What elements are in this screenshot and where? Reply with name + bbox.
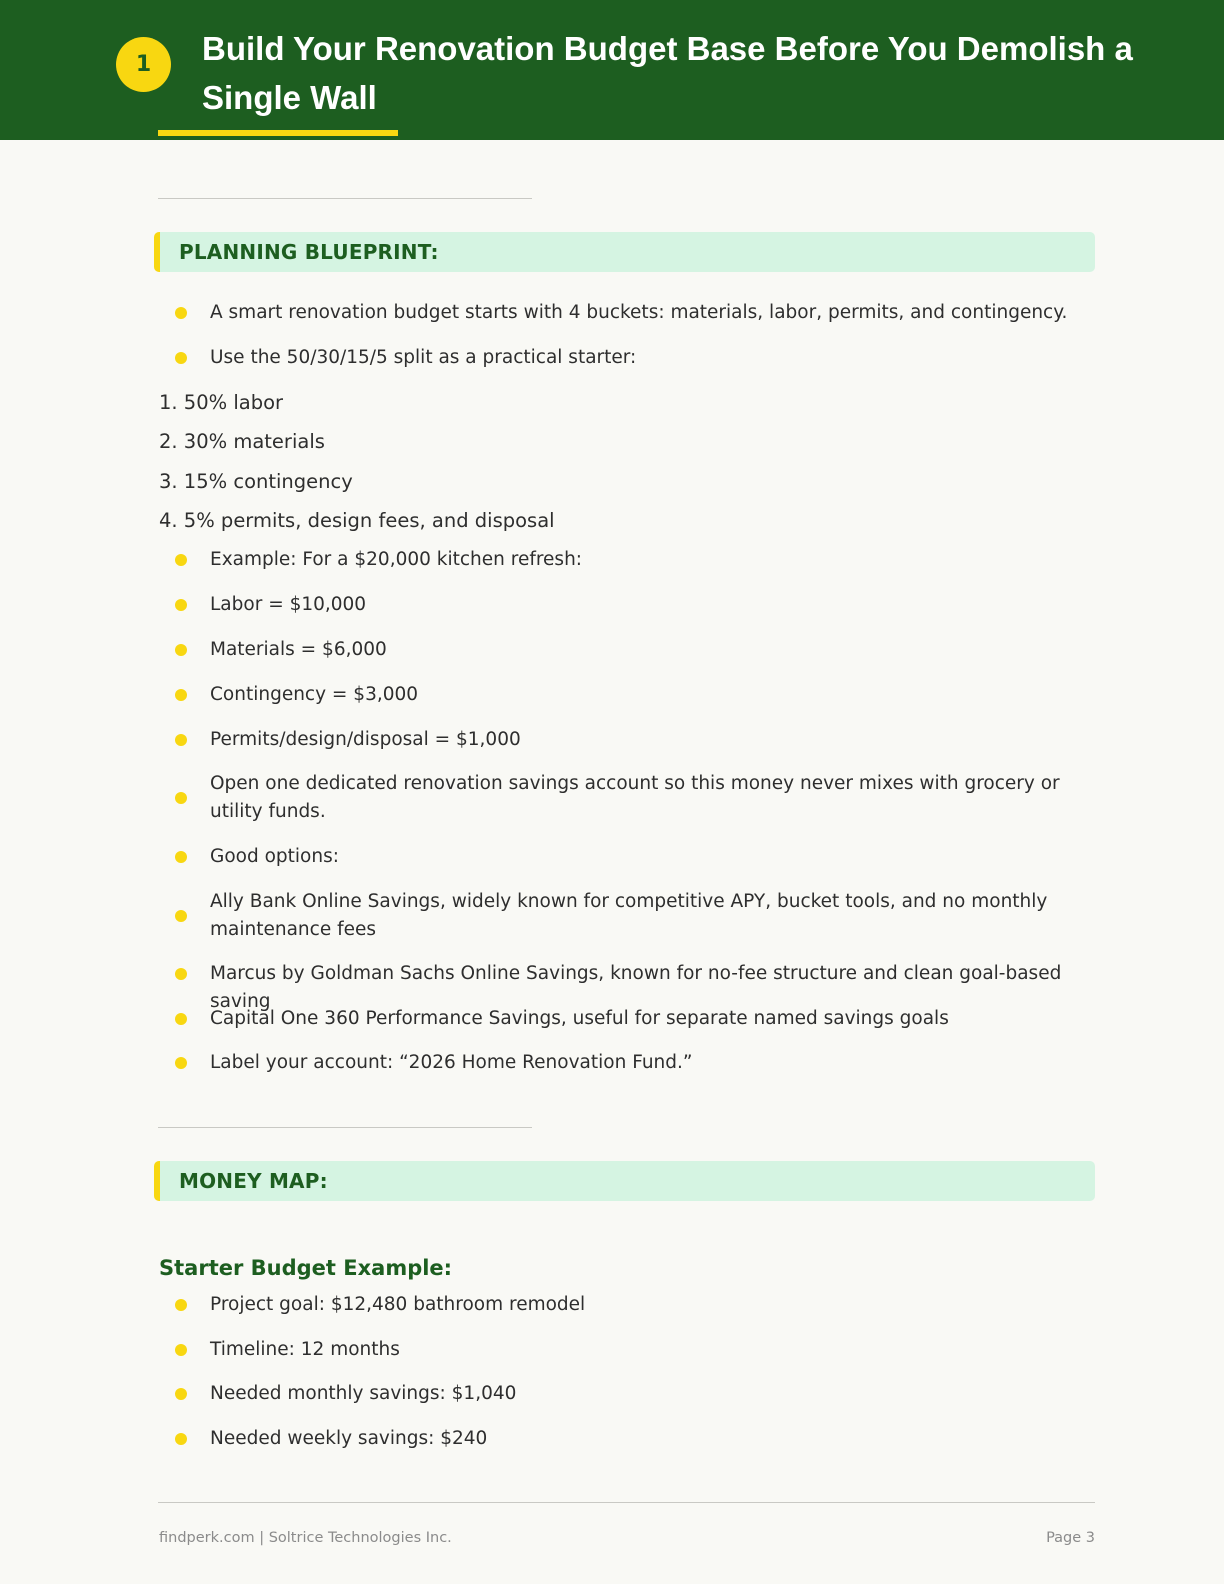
bullet-dot xyxy=(175,792,187,804)
bullet-dot xyxy=(175,307,187,319)
section-heading-label: MONEY MAP: xyxy=(179,1169,328,1193)
chapter-header xyxy=(0,0,1224,140)
list-item: Marcus by Goldman Sachs Online Savings, known for no-fee structure and clean goal-based saving xyxy=(210,963,1062,1012)
list-item: Needed weekly savings: $240 xyxy=(210,1428,488,1449)
numbered-item: 3. 15% contingency xyxy=(159,470,353,493)
starter-budget-subheading: Starter Budget Example: xyxy=(159,1256,453,1280)
section-heading-label: PLANNING BLUEPRINT: xyxy=(179,240,439,264)
numbered-item: 1. 50% labor xyxy=(159,391,284,414)
bullet-dot xyxy=(175,352,187,364)
numbered-item: 4. 5% permits, design fees, and disposal xyxy=(159,509,555,532)
planning-blueprint-heading xyxy=(154,232,1095,272)
bullet-dot xyxy=(175,1344,187,1356)
page-number: Page 3 xyxy=(1046,1530,1095,1546)
list-item: Ally Bank Online Savings, widely known for competitive APY, bucket tools, and no monthly maintenance fees xyxy=(210,891,1048,940)
bullet-dot xyxy=(175,968,187,980)
footer-rule xyxy=(158,1502,1095,1503)
list-item: Needed monthly savings: $1,040 xyxy=(210,1383,517,1404)
list-item: Labor = $10,000 xyxy=(210,594,367,615)
bullet-dot xyxy=(175,1299,187,1311)
section-divider xyxy=(158,1127,532,1128)
title-underline xyxy=(158,130,398,136)
footer-source: findperk.com | Soltrice Technologies Inc. xyxy=(159,1530,452,1546)
list-item: Open one dedicated renovation savings account so this money never mixes with grocery or utility funds. xyxy=(210,773,1060,822)
bullet-dot xyxy=(175,1013,187,1025)
bullet-dot xyxy=(175,734,187,746)
bullet-dot xyxy=(175,554,187,566)
list-item: Permits/design/disposal = $1,000 xyxy=(210,729,521,750)
list-item: Project goal: $12,480 bathroom remodel xyxy=(210,1294,586,1315)
bullet-dot xyxy=(175,910,187,922)
list-item: Example: For a $20,000 kitchen refresh: xyxy=(210,549,583,570)
bullet-dot xyxy=(175,599,187,611)
list-item: Timeline: 12 months xyxy=(210,1339,400,1360)
bullet-dot xyxy=(175,851,187,863)
bullet-dot xyxy=(175,1433,187,1445)
chapter-number-badge: 1 xyxy=(116,37,171,92)
list-item: Capital One 360 Performance Savings, useful for separate named savings goals xyxy=(210,1008,949,1029)
bullet-dot xyxy=(175,1388,187,1400)
bullet-dot xyxy=(175,1057,187,1069)
numbered-item: 2. 30% materials xyxy=(159,430,325,453)
bullet-dot xyxy=(175,689,187,701)
list-item: Label your account: “2026 Home Renovation Fund.” xyxy=(210,1052,693,1073)
bullet-dot xyxy=(175,644,187,656)
list-item: Contingency = $3,000 xyxy=(210,684,419,705)
money-map-heading xyxy=(154,1161,1095,1201)
list-item: Materials = $6,000 xyxy=(210,639,387,660)
section-divider xyxy=(158,198,532,199)
list-item: Good options: xyxy=(210,846,339,867)
list-item: A smart renovation budget starts with 4 buckets: materials, labor, permits, and contingency. xyxy=(210,302,1068,323)
chapter-title: Build Your Renovation Budget Base Before You Demolish a Single Wall xyxy=(202,30,1133,116)
list-item: Use the 50/30/15/5 split as a practical starter: xyxy=(210,347,637,368)
